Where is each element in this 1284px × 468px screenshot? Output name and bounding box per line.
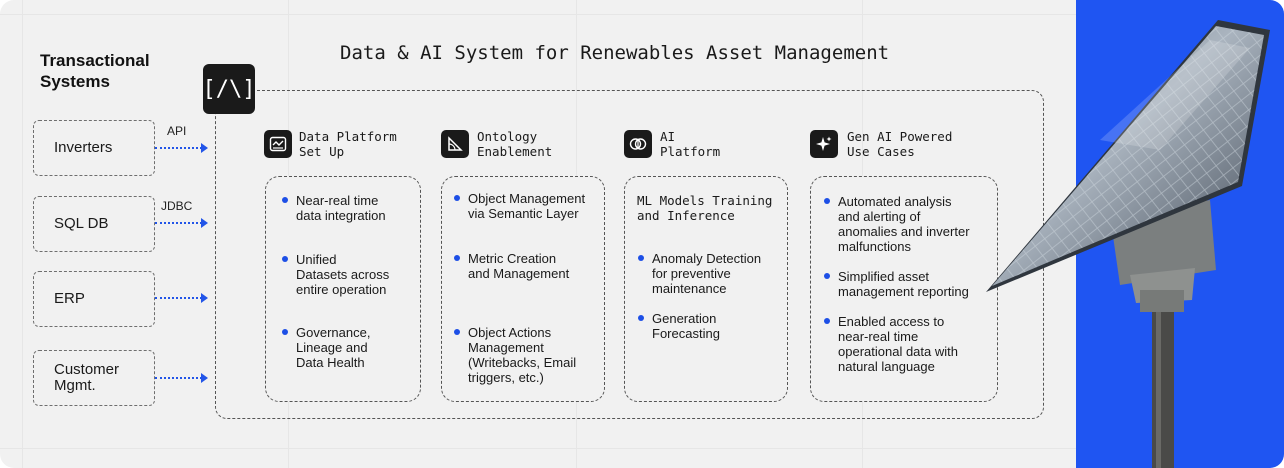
- item-line: Lineage and: [296, 340, 368, 355]
- column-title-line: Ontology: [477, 129, 538, 144]
- arrow-erp: [155, 297, 202, 299]
- item-line: Enabled access to: [838, 314, 945, 329]
- data-platform-icon: [264, 130, 292, 158]
- item-line: (Writebacks, Email: [468, 355, 577, 370]
- item-line: anomalies and inverter: [838, 224, 970, 239]
- list-item: [296, 193, 386, 223]
- list-item: [468, 251, 569, 281]
- arrow-customer-mgmt: [155, 377, 202, 379]
- list-item: [838, 269, 969, 299]
- ontology-icon: [441, 130, 469, 158]
- column-title-line: Platform: [660, 144, 721, 159]
- bullet-dot-icon: [824, 273, 830, 279]
- column-title-line: Use Cases: [847, 144, 915, 159]
- column-title-ai-platform: [660, 129, 720, 159]
- item-line: Automated analysis: [838, 194, 952, 209]
- arrow-sql-db: [155, 222, 202, 224]
- column-title-line: Gen AI Powered: [847, 129, 953, 144]
- list-item: [838, 314, 958, 374]
- item-line: Management: [468, 340, 544, 355]
- column-title-line: Enablement: [477, 144, 553, 159]
- heading-line: and Inference: [637, 208, 735, 223]
- grid-line: [0, 448, 1076, 449]
- item-line: natural language: [838, 359, 935, 374]
- bullet-dot-icon: [824, 318, 830, 324]
- item-line: Generation: [652, 311, 717, 326]
- item-line: and alerting of: [838, 209, 921, 224]
- column-title-genai: [847, 129, 952, 159]
- list-item: [652, 251, 761, 296]
- item-line: malfunctions: [838, 239, 911, 254]
- list-item: [296, 325, 370, 370]
- bullet-dot-icon: [454, 255, 460, 261]
- source-erp: [33, 271, 155, 327]
- page-title: Data & AI System for Renewables Asset Management: [340, 42, 890, 64]
- list-item: [838, 194, 970, 254]
- grid-line: [0, 14, 1076, 15]
- item-line: Data Health: [296, 355, 365, 370]
- list-item: [468, 325, 576, 385]
- grid-line: [22, 0, 23, 468]
- bullet-dot-icon: [638, 255, 644, 261]
- list-item: [296, 252, 389, 297]
- source-sql-db: [33, 196, 155, 252]
- list-item: [652, 311, 720, 341]
- item-line: Anomaly Detection: [652, 251, 762, 266]
- source-label: Customer Mgmt.: [54, 361, 120, 394]
- item-line: Simplified asset: [838, 269, 930, 284]
- item-line: maintenance: [652, 281, 727, 296]
- item-line: data integration: [296, 208, 386, 223]
- column-title-data-platform: [299, 129, 397, 159]
- bullet-dot-icon: [824, 198, 830, 204]
- brain-icon: [624, 130, 652, 158]
- bullet-dot-icon: [454, 329, 460, 335]
- item-line: Metric Creation: [468, 251, 557, 266]
- heading-line: ML Models Training: [637, 193, 773, 208]
- item-line: Unified: [296, 252, 337, 267]
- transactional-systems-title: Transactional Systems: [40, 51, 150, 91]
- sparkle-icon: [810, 130, 838, 158]
- bullet-dot-icon: [454, 195, 460, 201]
- column-title-line: Data Platform: [299, 129, 397, 144]
- item-line: near-real time: [838, 329, 919, 344]
- column-title-line: Set Up: [299, 144, 345, 159]
- item-line: Governance,: [296, 325, 371, 340]
- connector-label-jdbc: JDBC: [161, 199, 193, 213]
- item-line: via Semantic Layer: [468, 206, 579, 221]
- source-label: ERP: [54, 290, 85, 307]
- item-line: entire operation: [296, 282, 387, 297]
- list-item: [468, 191, 585, 221]
- source-inverters: [33, 120, 155, 176]
- bullet-dot-icon: [282, 329, 288, 335]
- item-line: Object Management: [468, 191, 586, 206]
- column-title-line: AI: [660, 129, 676, 144]
- source-label: Inverters: [54, 139, 113, 156]
- bullet-dot-icon: [638, 315, 644, 321]
- item-line: triggers, etc.): [468, 370, 544, 385]
- card-heading-ml-models: [637, 193, 772, 223]
- bullet-dot-icon: [282, 197, 288, 203]
- solar-panel-image: [980, 0, 1284, 468]
- palantir-logo-icon: [203, 64, 255, 114]
- source-label: SQL DB: [54, 215, 109, 232]
- item-line: Datasets across: [296, 267, 390, 282]
- item-line: Near-real time: [296, 193, 379, 208]
- source-customer-mgmt: [33, 350, 155, 406]
- item-line: and Management: [468, 266, 570, 281]
- item-line: for preventive: [652, 266, 731, 281]
- connector-label-api: API: [167, 124, 187, 138]
- logo-glyph: [/\]: [202, 76, 256, 102]
- item-line: Object Actions: [468, 325, 552, 340]
- bullet-dot-icon: [282, 256, 288, 262]
- arrow-inverters: [155, 147, 202, 149]
- item-line: management reporting: [838, 284, 969, 299]
- column-title-ontology: [477, 129, 552, 159]
- item-line: Forecasting: [652, 326, 720, 341]
- item-line: operational data with: [838, 344, 958, 359]
